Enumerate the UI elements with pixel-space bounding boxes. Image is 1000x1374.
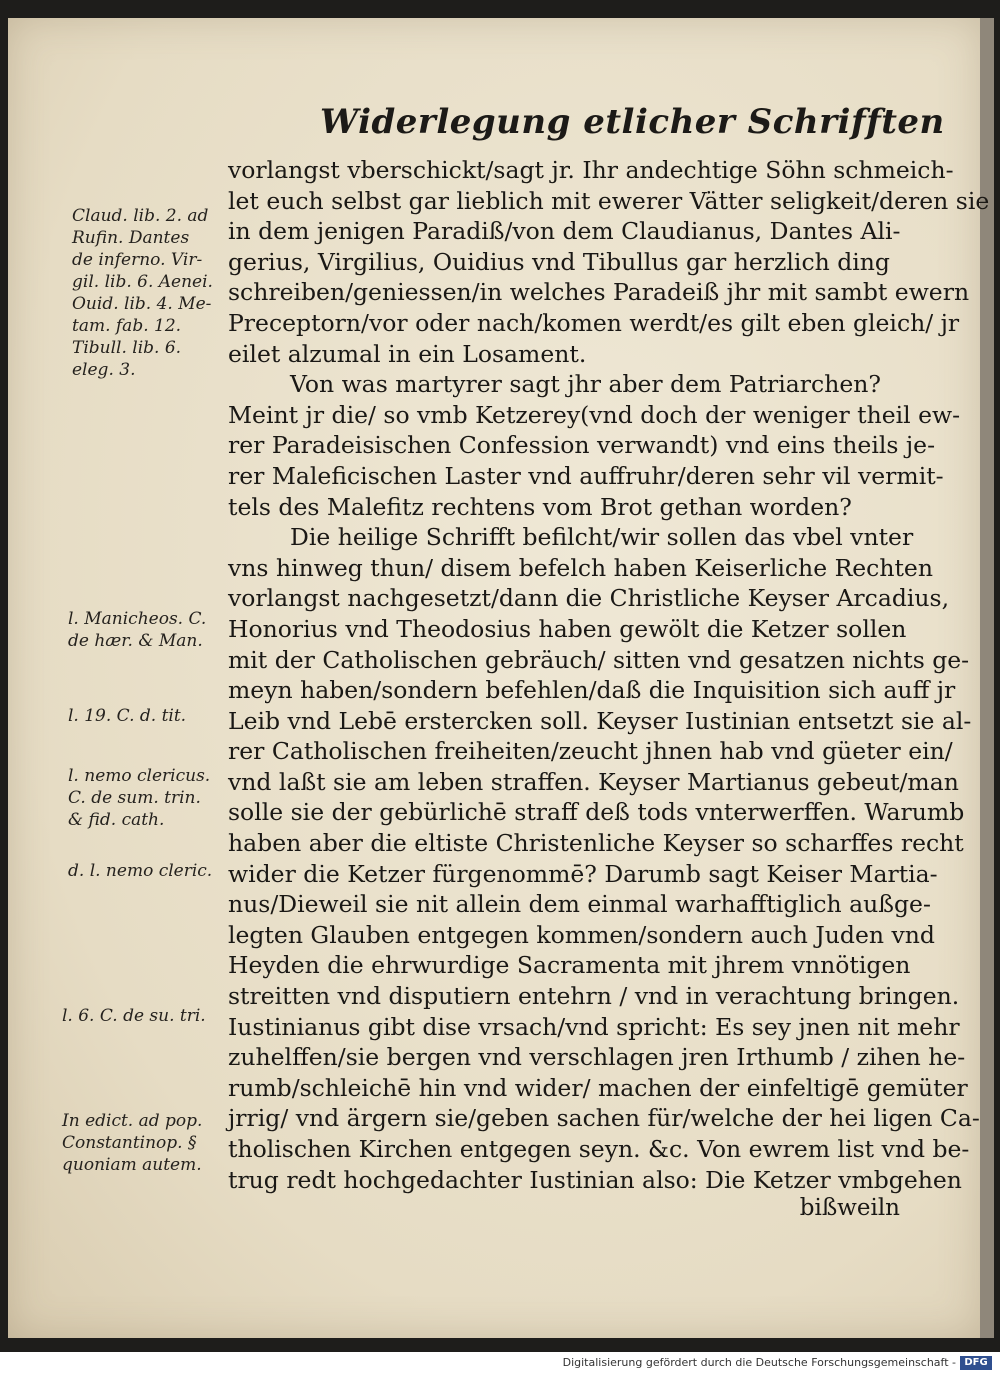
text-line: tels des Malefitz rechtens vom Brot gethan worden? [228, 492, 852, 521]
margin-note: d. l. nemo cleric. [68, 861, 213, 881]
text-line: nus/Dieweil sie nit allein dem einmal warhafftiglich außge- [228, 890, 931, 919]
text-line: rer Paradeisischen Confession verwandt) vnd eins theils je- [228, 431, 936, 460]
text-line: Preceptorn/vor oder nach/komen werdt/es gilt eben gleich/ jr [228, 308, 960, 337]
text-line: let euch selbst gar lieblich mit ewerer Vätter seligkeit/deren sie [228, 186, 990, 215]
body-text [228, 155, 990, 1195]
text-line: vorlangst nachgesetzt/dann die Christliche Keyser Arcadius, [228, 584, 950, 613]
text-line: Meint jr die/ so vmb Ketzerey(vnd doch der weniger theil ew- [228, 400, 961, 429]
text-line: eilet alzumal in ein Losament. [228, 339, 587, 368]
text-line: mit der Catholischen gebräuch/ sitten vnd gesatzen nichts ge- [228, 645, 970, 674]
text-line: Heyden die ehrwurdige Sacramenta mit jhrem vnnötigen [228, 951, 911, 980]
text-line: meyn haben/sondern befehlen/daß die Inquisition sich auff jr [228, 676, 956, 705]
text-line: vnd laßt sie am leben straffen. Keyser Martianus gebeut/man [228, 767, 959, 796]
text-line: Die heilige Schrifft befilcht/wir sollen das vbel vnter [290, 523, 914, 552]
margin-note: Claud. lib. 2. ad Rufin. Dantes de inferno. Vir- gil. lib. 6. Aenei. Ouid. lib. 4. Me- tam. fab. 12. Tibull. lib. 6. eleg. 3. [72, 206, 213, 380]
margin-note: In edict. ad pop. Constantinop. § quoniam autem. [62, 1111, 203, 1175]
text-line: tholischen Kirchen entgegen seyn. &c. Von ewrem list vnd be- [228, 1135, 970, 1163]
margin-note: l. nemo clericus. C. de sum. trin. & fid. cath. [68, 766, 211, 830]
text-line: zuhelffen/sie bergen vnd verschlagen jren Irthumb / zihen he- [228, 1043, 966, 1072]
text-line: Von was martyrer sagt jhr aber dem Patriarchen? [290, 370, 881, 399]
text-line: vns hinweg thun/ disem befelch haben Keiserliche Rechten [228, 553, 933, 582]
text-line: rer Catholischen freiheiten/zeucht jhnen hab vnd güeter ein/ [228, 737, 953, 766]
text-line: gerius, Virgilius, Ouidius vnd Tibullus gar herzlich ding [228, 247, 890, 276]
margin-note: l. 19. C. d. tit. [68, 706, 187, 726]
text-line: Iustinianus gibt dise vrsach/vnd spricht: Es sey jnen nit mehr [228, 1012, 960, 1041]
catchword: bißweiln [799, 1195, 900, 1221]
text-line: vorlangst vberschickt/sagt jr. Ihr andechtige Söhn schmeich- [228, 156, 954, 184]
margin-note: l. 6. C. de su. tri. [62, 1006, 206, 1026]
text-line: schreiben/geniessen/in welches Paradeiß jhr mit sambt ewern [228, 278, 970, 307]
running-header: Widerlegung etlicher Schrifften [320, 102, 945, 142]
text-line: trug redt hochgedachter Iustinian also: Die Ketzer vmbgehen [228, 1165, 962, 1194]
text-line: haben aber die eltiste Christenliche Keyser so scharffes recht [228, 829, 964, 858]
footer-bar [0, 1352, 1000, 1374]
margin-note: l. Manicheos. C. de hær. & Man. [68, 609, 207, 651]
funding-credit: Digitalisierung gefördert durch die Deutsche Forschungsgemeinschaft - [562, 1356, 956, 1369]
text-line: rumb/schleichē hin vnd wider/ machen der einfeltigē gemüter [228, 1073, 968, 1102]
text-line: Honorius vnd Theodosius haben gewölt die Ketzer sollen [228, 614, 907, 643]
text-line: Leib vnd Lebē erstercken soll. Keyser Iustinian entsetzt sie al- [228, 706, 972, 735]
text-line: jrrig/ vnd ärgern sie/geben sachen für/welche der hei ligen Ca- [228, 1104, 980, 1133]
dfg-logo-icon: DFG [960, 1356, 992, 1370]
text-line: rer Maleficischen Laster vnd auffruhr/deren sehr vil vermit- [228, 461, 944, 490]
text-line: in dem jenigen Paradiß/von dem Claudianus, Dantes Ali- [228, 217, 901, 246]
text-line: legten Glauben entgegen kommen/sondern auch Juden vnd [228, 920, 935, 949]
text-line: streitten vnd disputiern entehrn / vnd in verachtung bringen. [228, 982, 960, 1011]
text-line: solle sie der gebürlichē straff deß tods vnterwerffen. Warumb [228, 798, 965, 827]
text-line: wider die Ketzer fürgenommē? Darumb sagt Keiser Martia- [228, 859, 938, 888]
